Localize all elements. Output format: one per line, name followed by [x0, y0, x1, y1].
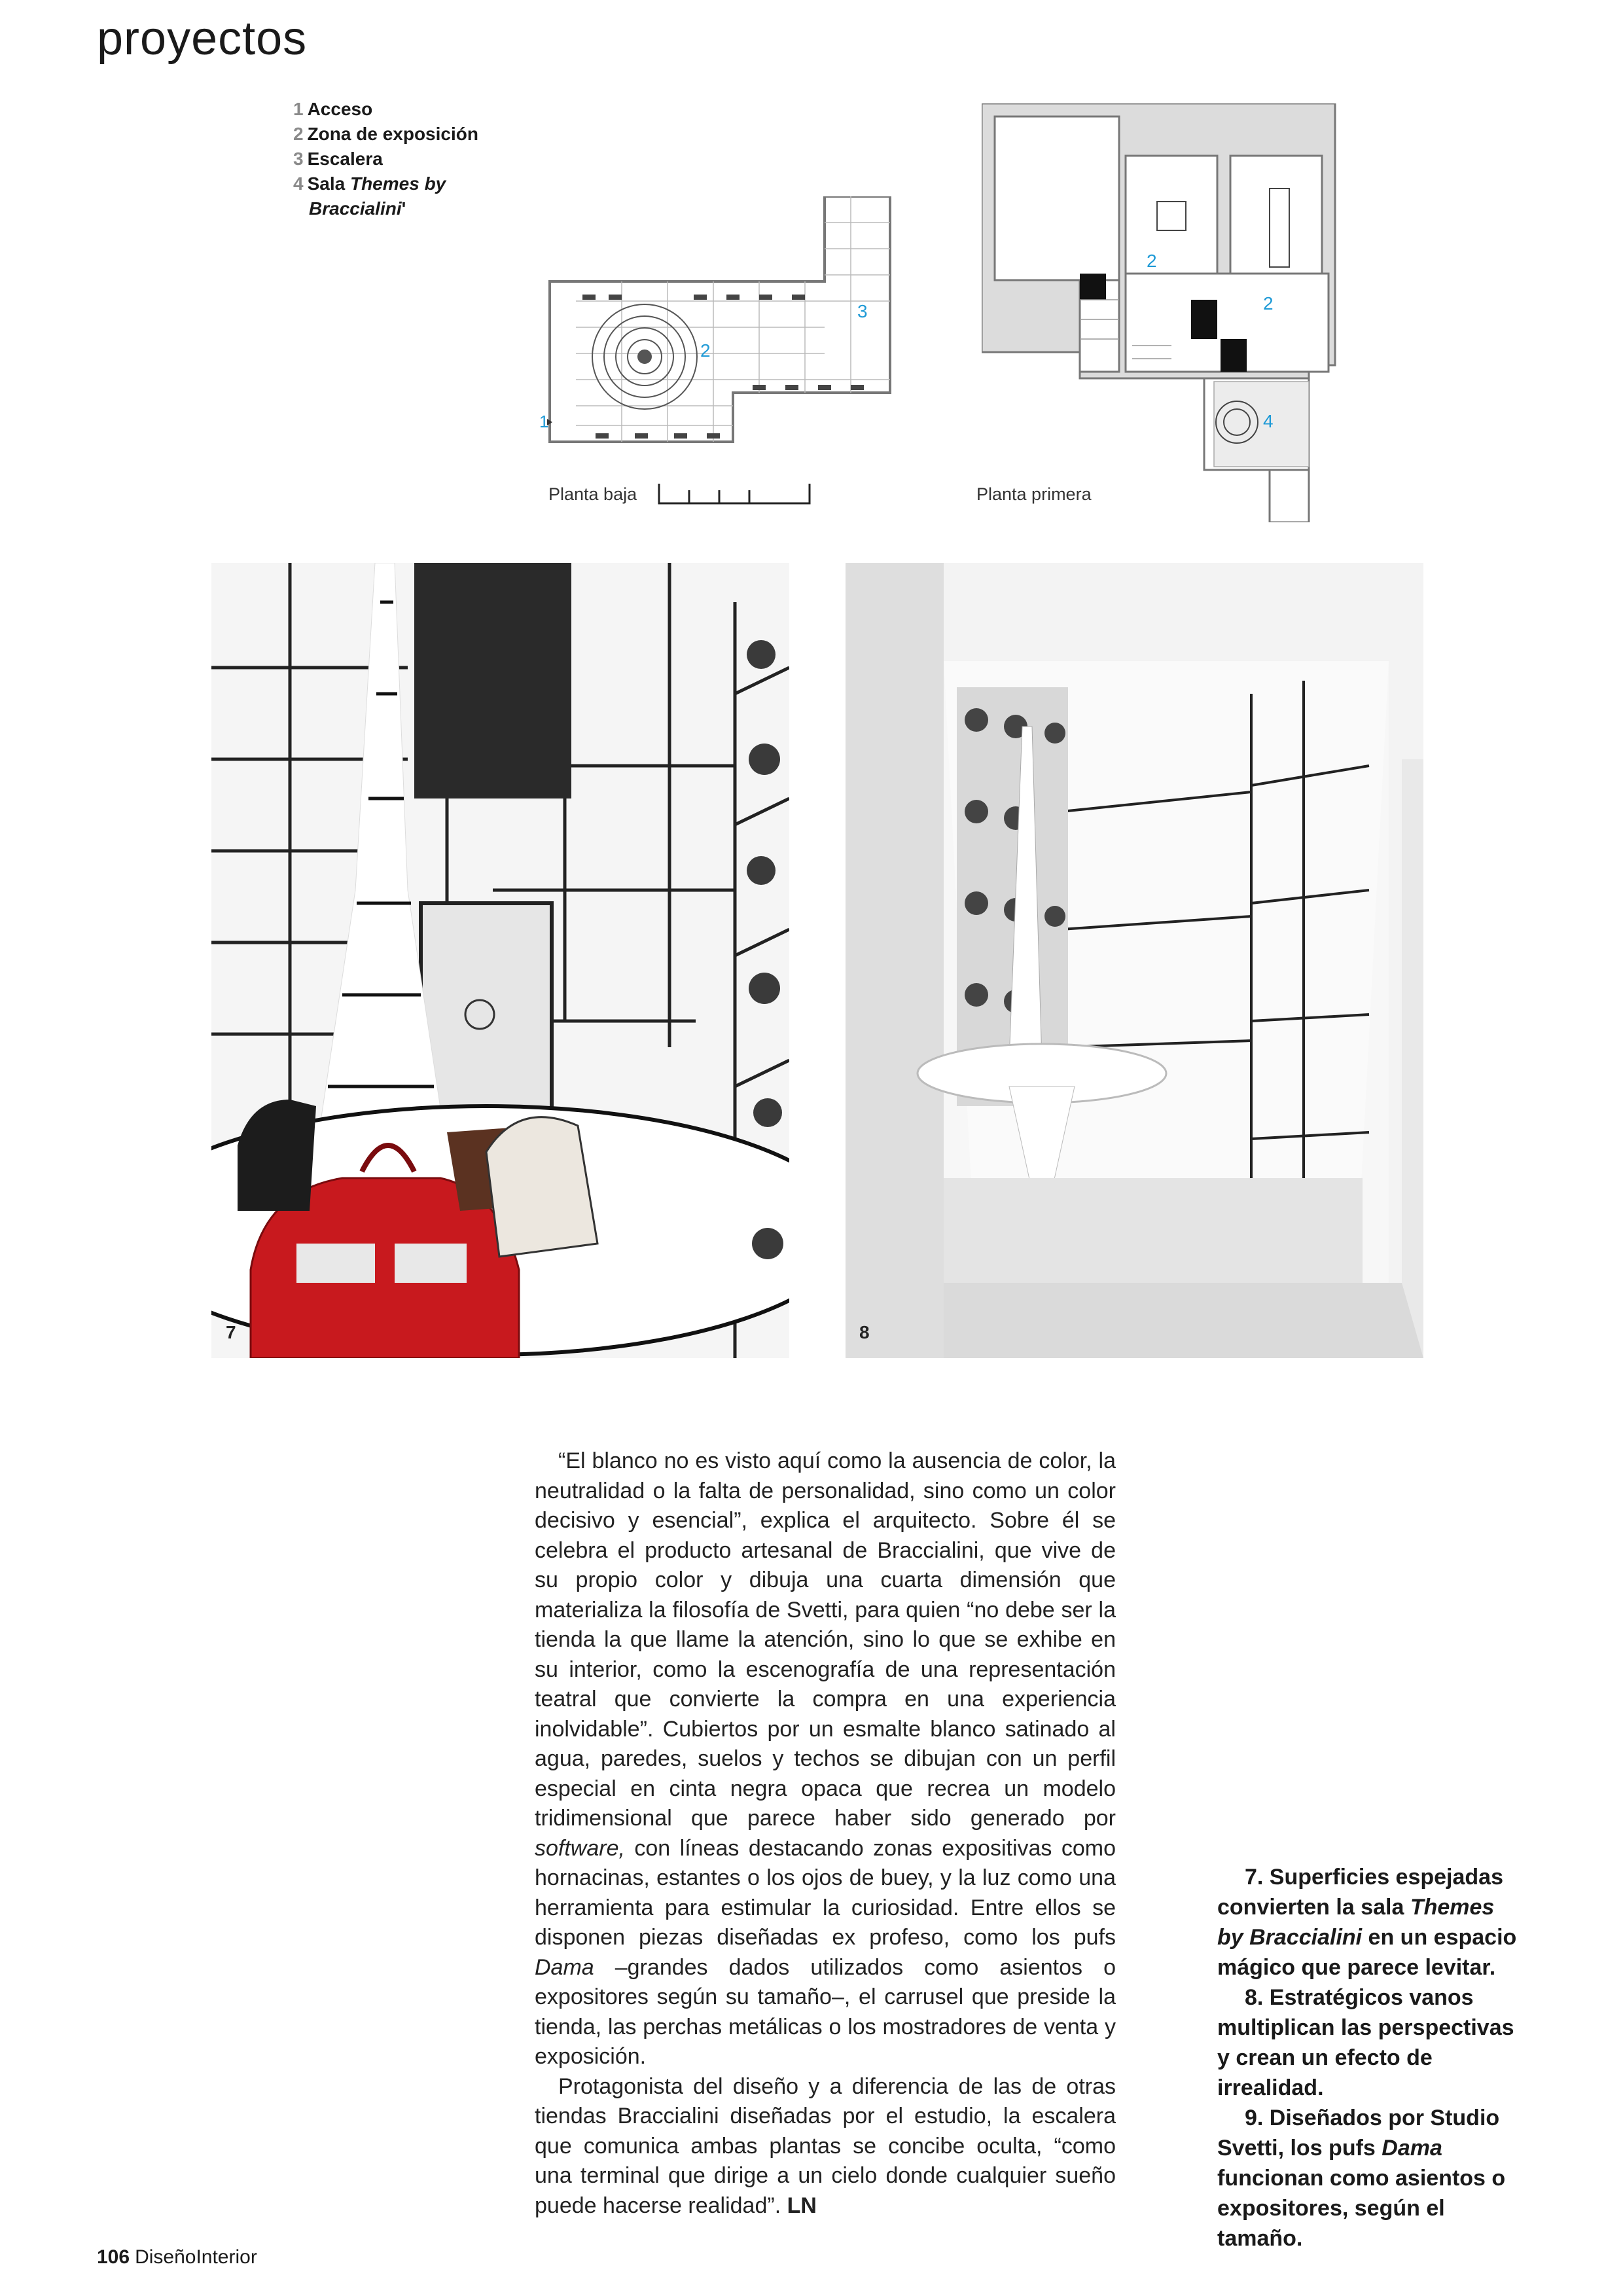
body-paragraph: “El blanco no es visto aquí como la ausencia de color, la neutralidad o la falta de personalidad, sino como un color decisivo y esencial”, explica el arquitecto. Sobre él se celebra el producto artesanal de Braccialini, que vive de su propio color y dibuja una cuarta dimensión que materializa la filosofía de Svetti, para quien “no debe ser la tienda la que llame la atención, sino lo que se exhibe en su interior, como la escenografía de una representación teatral que convierte la compra en una experiencia inolvidable”. Cubiertos por un esmalte blanco satinado al agua, paredes, suelos y techos se dibujan con un perfil especial en cinta negra opaca que recrea un modelo tridimensional que parece haber sido generado por software, con líneas destacando zonas expositivas como hornacinas, estantes o los ojos de buey, y la luz como una herramienta para estimular la curiosidad. Entre ellos se disponen piezas diseñadas ex profeso, como los pufs Dama –grandes dados utilizados como asientos o expositores según su tamaño–, el carrusel que preside la tienda, las perchas metálicas o los mostradores de venta y exposición. [535, 1448, 1116, 2069]
caption-7: 7. Superficies espejadas convierten la sala Themes by Braccialini en un espacio mágico que parece levitar. [1217, 1865, 1517, 1980]
photo-number: 7 [226, 1322, 236, 1342]
plan-legend [293, 97, 478, 221]
plan-marker: 1 [539, 412, 549, 431]
legend-item: 4 Sala Themes by [293, 173, 446, 194]
photo-7-illustration [211, 563, 789, 1358]
photo-8-illustration [846, 563, 1423, 1358]
plan-marker: 4 [1263, 411, 1274, 431]
photo-7 [211, 563, 789, 1358]
plan-marker: 2 [1263, 293, 1274, 314]
caption-9: 9. Diseñados por Studio Svetti, los pufs Dama funcionan como asientos o expositores, según el tamaño. [1217, 2106, 1506, 2251]
page-footer [97, 2246, 257, 2269]
ground-floor-plan [537, 196, 903, 445]
ground-plan-label: Planta baja [548, 484, 637, 504]
plan-marker: 2 [1147, 251, 1157, 271]
photo-8 [846, 563, 1423, 1358]
photo-number: 8 [859, 1322, 870, 1342]
first-floor-plan [982, 103, 1348, 522]
photo-captions [1217, 1862, 1525, 2253]
legend-item: 3 Escalera [293, 149, 383, 169]
caption-8: 8. Estratégicos vanos multiplican las perspectivas y crean un efecto de irrealidad. [1217, 1985, 1514, 2100]
page-number: 106 [97, 2246, 130, 2268]
body-paragraph: Protagonista del diseño y a diferencia de las de otras tiendas Braccialini diseñadas por el estudio, la escalera que comunica ambas plantas se concibe oculta, “como una terminal que dirige a un cielo donde cualquier sueño puede hacerse realidad”. LN [535, 2073, 1116, 2218]
plan-marker: 3 [857, 301, 868, 321]
legend-item: 2 Zona de exposición [293, 124, 478, 144]
legend-item: 1 Acceso [293, 99, 373, 119]
magazine-name: DiseñoInterior [135, 2246, 257, 2268]
first-plan-label: Planta primera [976, 484, 1092, 504]
legend-item-continued: Braccialini' [309, 198, 406, 219]
scale-bar [656, 481, 813, 507]
section-title: proyectos [97, 12, 308, 65]
plan-marker: 2 [700, 340, 711, 361]
article-body [535, 1446, 1116, 2221]
